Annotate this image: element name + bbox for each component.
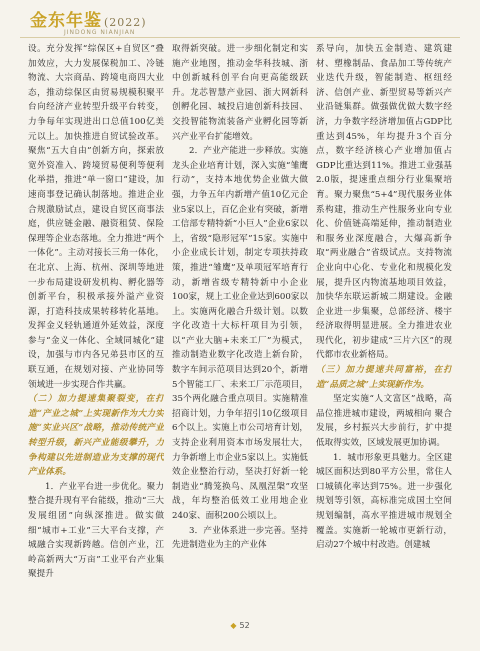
logo-pinyin: JINDONG NIANJIAN — [64, 29, 136, 36]
yearbook-logo — [30, 6, 147, 31]
paragraph: 3．产业体系进一步完善。坚持先进制造业为主的产业体 — [172, 525, 308, 551]
paragraph: 设。充分发挥“综保区+自贸区”叠加效应，大力发展保税加工、冷链物流、大宗商品、跨境电商四大业态，推动综保区由贸易规模积聚平台向经济产业转型升级平台转变，力争每年实现进出口总值100亿美元以上。加快推进自贸试验改革。聚焦“五大自由”创新方向，探索放宽外资准入、跨境贸易便利等便利化举措，推进“单一窗口”建设，加速商事登记确认制落地。推进企业合规激励试点，建设自贸区商事法庭，供应链金融、融资租赁、保险保理等企业态落地。全力推进“两个一体化”。主动对接长三角一体化，在北京、上海、杭州、深圳等地进一步布局建设研发机构、孵化器等创新平台，积极承接外溢产业资源，打造科技成果转移转化基地。发挥金义轻轨通道外延效益，深度参与“金义一体化、全域同城化”建设，加强与市内各兄弟县市区的互联互通，在规划对接、产业协同等领域进一步实现合作共赢。 — [28, 44, 164, 390]
paragraph: 1．城市形象更具魅力。全区建城区面积达到80平方公里，常住人口城镇化率达到75%。进一步强化规划等引领，高标准完成国土空间规划编制，高水平推进城市规划全覆盖。实施新一轮城市更新行动，启动27个城中村改造。创建城 — [316, 452, 452, 551]
logo-year: (2022) — [104, 16, 147, 29]
column-2 — [172, 42, 308, 612]
paragraph: 1．产业平台进一步优化。聚力整合提升现有平台能级，推动“三大发展组团”向纵深推进。做实做细“城市+工业”三大平台支撑，产城融合实现新跨越。信创产业，江岭高新两大“万亩”工业平台产业集聚提升 — [28, 481, 164, 580]
bullet-icon: ◆ — [230, 621, 237, 630]
header-divider — [20, 37, 460, 38]
column-1 — [28, 42, 164, 612]
logo-text: 金东 — [30, 11, 66, 31]
text-columns — [28, 42, 452, 612]
section-heading: （三）加力提速共同富裕，在打造“品质之城”上实现新作为。 — [316, 365, 452, 390]
paragraph: 2．产业产能进一步释放。实施龙头企业培育计划，深入实施“雏鹰行动”，支持本地优势企业做大做强，力争五年内新增产值10亿元企业5家以上，百亿企业有突破，新增工信部专精特新“小巨人”企业6家以上，省级“隐形冠军”15家。实施中小企业成长计划，制定专项扶持政策，推进“雏鹰”及单项冠军培育行动，新增省级专精特新中小企业100家，规上工业企业达到600家以上。实施两化融合升级计划。以数字化改造十大标杆项目为引领，以“产业大脑+未来工厂”为模式，推动制造业数字化改造上新台阶，数字车间示范项目达到20个，新增5个智能工厂、未来工厂示范项目，35个两化融合重点项目。实施精准招商计划，力争年招引10亿级项目6个以上。实施上市公司培育计划，支持企业利用资本市场发展壮大，力争新增上市企业5家以上。实施低效企业整治行动，坚决打好新一轮制造业“腾笼换鸟、凤凰涅槃”攻坚战，年均整治低效工业用地企业240家、面积200公顷以上。 — [172, 146, 308, 521]
column-3 — [316, 42, 452, 612]
paragraph: 系导向，加快五金制造、建筑建材、塑橡制品、食品加工等传统产业迭代升级，智能制造、枢纽经济、信创产业、新型贸易等新兴产业沿链集群。做强做优做大数字经济，力争数字经济增加值占GDP比重达到45%，年均提升3个百分点，数字经济核心产业增加值占GDP比重达到11%。推进工业强基2.0版，提速重点细分行业集聚培育。聚力聚焦“5+4”现代服务业体系构建，推动生产性服务业向专业化、价值链高端延伸，推动制造业和服务业深度融合，大爆高新争取“两业融合”省级试点。支持物流企业向中心化、专业化和规模化发展，提升区内物流基地项目效益，加快华东联运新城二期建设。金融企业进一步集聚，总部经济、楼宇经济取得明显进展。全力推进农业现代化，初步建成“三片六区”的现代都市农业新格局。 — [316, 44, 452, 361]
section-heading: （二）加力提速集聚裂变，在打造“产业之城”上实现新作为大力实施“实业兴区”战略，推动传统产业转型升级，新兴产业能级攀升，力争构建以先进制造业为支撑的现代产业体系。 — [28, 394, 164, 478]
page-number: 52 — [239, 621, 250, 630]
page-footer — [0, 621, 480, 630]
page-header — [20, 4, 460, 38]
logo-suffix: 年鉴 — [66, 11, 102, 31]
paragraph: 取得新突破。进一步细化制定和实施产业地图，推动金华科技城、浙中创新城科创平台向更高能级跃升。龙芯智慧产业园、浙大网新科创孵化园、城投启迪创新科技园、交投智能物流装备产业孵化园等新兴产业平台扩能增效。 — [172, 44, 308, 142]
paragraph: 坚定实施“人文富区”战略，高品位推进城市建设，两城相向 聚合发展，乡村振兴大步前行，扩中提低取得实效，区域发展更加协调。 — [316, 394, 452, 449]
